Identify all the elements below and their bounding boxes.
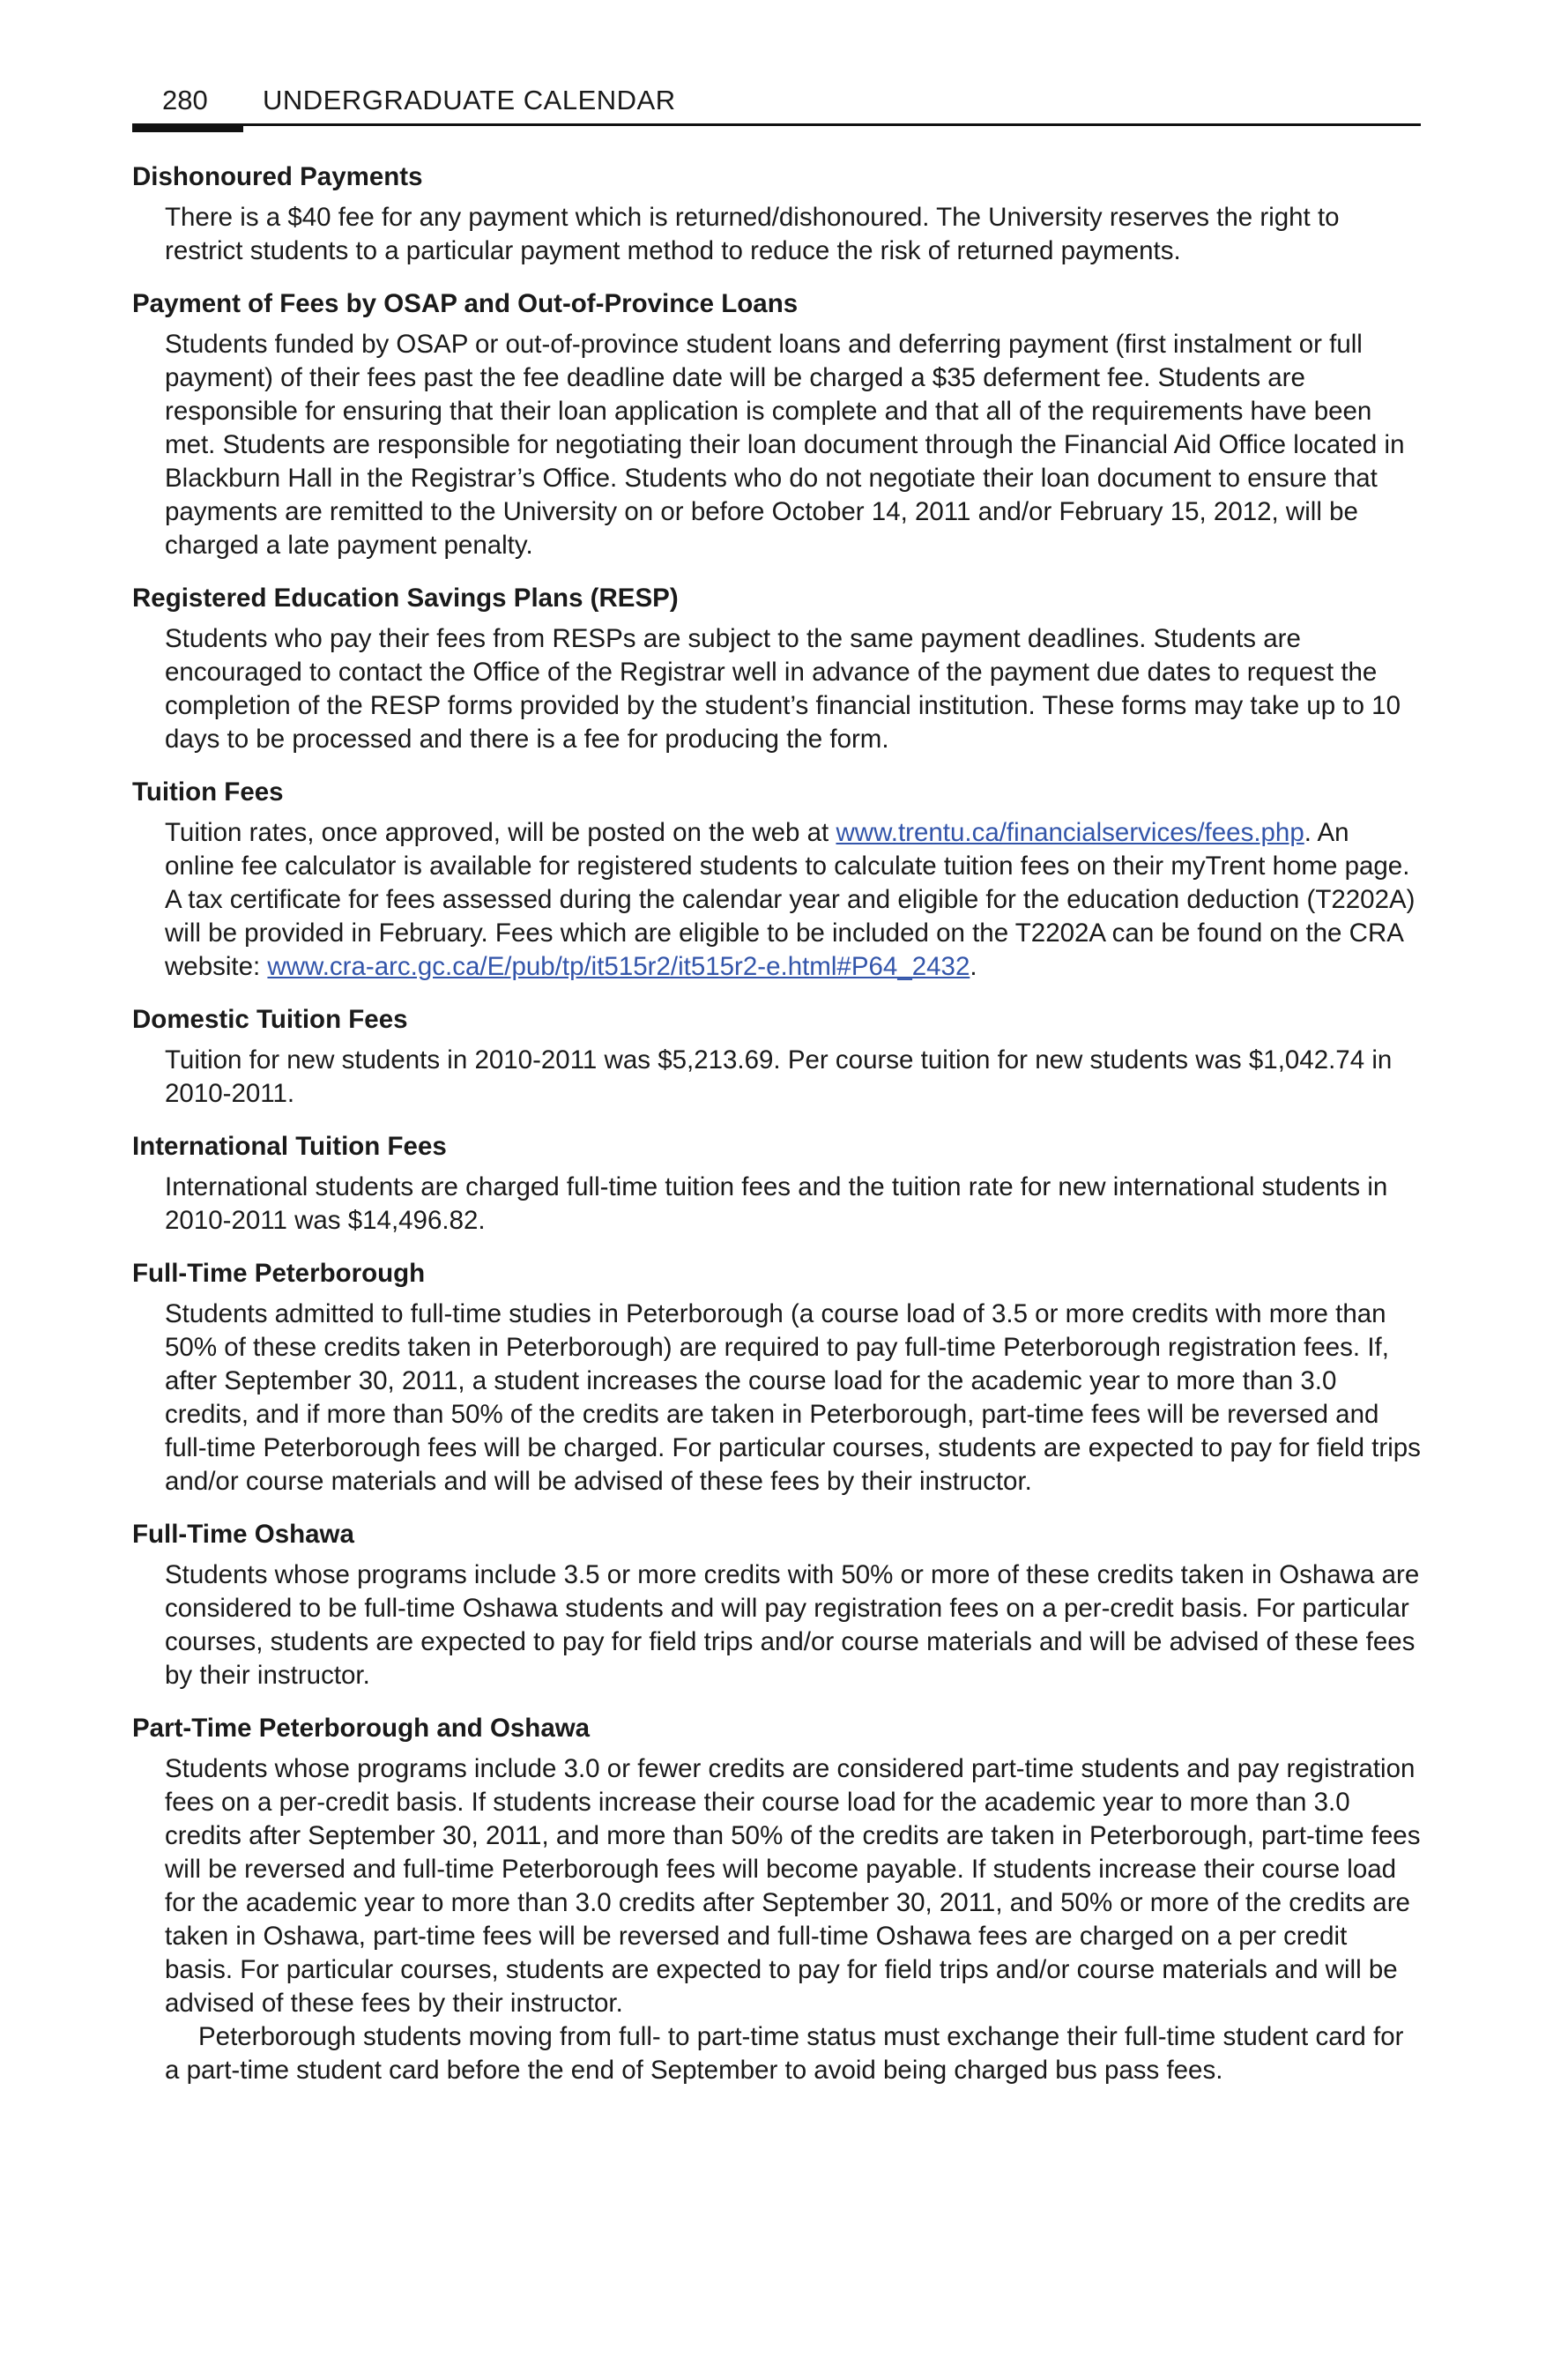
section-paragraph: Students whose programs include 3.0 or fewer credits are considered part-time students and pay registration fees on a per-credit basis. If students increase their course load for the academic year to more than 3.0 credits after September 30, 2011, and more than 50% of the credits are taken in Peterborough, part-time fees will be reversed and full-time Peterborough fees will become payable. If students increase their course load for the academic year to more than 3.0 credits after September 30, 2011, and 50% or more of the credits are taken in Oshawa, part-time fees will be reversed and full-time Oshawa fees are charged on a per credit basis. For particular courses, students are expected to pay for field trips and/or course materials and will be advised of these fees by their instructor. bbox=[165, 1754, 1421, 2018]
paragraph-text: . An online fee calculator is available for registered students to calculate tuition fees on their myTrent home page. A tax certificate for fees assessed during the calendar year and eligible for the education deduction (T2202A) will be provided in February. Fees which are eligible to be included on the T2202A can be found on the CRA website: bbox=[165, 818, 1416, 981]
header-tab-bar bbox=[132, 123, 243, 132]
section-paragraph: Students admitted to full-time studies in Peterborough (a course load of 3.5 or more credits with more than 50% of these credits taken in Peterborough) are required to pay full-time Peterborough registration fees. If, after September 30, 2011, a student increases the course load for the academic year to more than 3.0 credits, and if more than 50% of the credits are taken in Peterborough, part-time fees will be reversed and full-time Peterborough fees will be charged. For particular courses, students are expected to pay for field trips and/or course materials and will be advised of these fees by their instructor. bbox=[165, 1299, 1421, 1496]
section-dishonoured-payments bbox=[132, 160, 1421, 268]
running-head: UNDERGRADUATE CALENDAR bbox=[263, 85, 676, 115]
section-heading: Payment of Fees by OSAP and Out-of-Province Loans bbox=[132, 289, 799, 318]
section-heading: Domestic Tuition Fees bbox=[132, 1005, 408, 1034]
page-number: 280 bbox=[162, 85, 208, 115]
section-heading: International Tuition Fees bbox=[132, 1132, 447, 1161]
page-content bbox=[132, 160, 1421, 2107]
section-paragraph: There is a $40 fee for any payment which is returned/dishonoured. The University reserves the right to restrict students to a particular payment method to reduce the risk of returned payments. bbox=[165, 203, 1340, 265]
section-paragraph: Students who pay their fees from RESPs are subject to the same payment deadlines. Students are encouraged to contact the Office of the Registrar well in advance of the payment due dates to request the completion of the RESP forms provided by the student’s financial institution. These forms may take up to 10 days to be processed and there is a fee for producing the form. bbox=[165, 624, 1401, 754]
section-paragraph bbox=[165, 816, 1421, 984]
section-heading: Full-Time Peterborough bbox=[132, 1259, 426, 1288]
fees-page-link[interactable]: www.trentu.ca/financialservices/fees.php bbox=[836, 818, 1304, 847]
header-rule bbox=[132, 123, 1421, 126]
section-resp bbox=[132, 582, 1421, 756]
section-tuition-fees bbox=[132, 776, 1421, 984]
paragraph-text: . bbox=[970, 952, 977, 981]
section-international-tuition bbox=[132, 1130, 1421, 1238]
section-osap-loans bbox=[132, 287, 1421, 562]
cra-website-link[interactable]: www.cra-arc.gc.ca/E/pub/tp/it515r2/it515r2-e.html#P64_2432 bbox=[267, 952, 970, 981]
section-domestic-tuition bbox=[132, 1003, 1421, 1111]
section-paragraph: Students funded by OSAP or out-of-province student loans and deferring payment (first instalment or full payment) of their fees past the fee deadline date will be charged a $35 deferment fee. Students are responsible for ensuring that their loan application is complete and that all of the requirements have been met. Students are responsible for negotiating their loan document through the Financial Aid Office located in Blackburn Hall in the Registrar’s Office. Students who do not negotiate their loan document to ensure that payments are remitted to the University on or before October 14, 2011 and/or February 15, 2012, will be charged a late payment penalty. bbox=[165, 330, 1405, 560]
page-header bbox=[132, 81, 1421, 134]
section-heading: Dishonoured Payments bbox=[132, 162, 423, 191]
paragraph-text: Tuition rates, once approved, will be posted on the web at bbox=[165, 818, 836, 847]
section-heading: Tuition Fees bbox=[132, 777, 284, 807]
section-part-time bbox=[132, 1712, 1421, 2087]
section-heading: Part-Time Peterborough and Oshawa bbox=[132, 1714, 591, 1743]
section-full-time-peterborough bbox=[132, 1257, 1421, 1499]
section-full-time-oshawa bbox=[132, 1518, 1421, 1692]
section-heading: Full-Time Oshawa bbox=[132, 1520, 354, 1549]
section-paragraph: International students are charged full-time tuition fees and the tuition rate for new international students in 2010-2011 was $14,496.82. bbox=[165, 1172, 1388, 1235]
section-paragraph-continued: Peterborough students moving from full- to part-time status must exchange their full-time student card for a part-time student card before the end of September to avoid being charged bus pass fees. bbox=[165, 2022, 1404, 2085]
section-paragraph: Tuition for new students in 2010-2011 was $5,213.69. Per course tuition for new students was $1,042.74 in 2010-2011. bbox=[165, 1045, 1393, 1108]
section-paragraph: Students whose programs include 3.5 or more credits with 50% or more of these credits taken in Oshawa are considered to be full-time Oshawa students and will pay registration fees on a per-credit basis. For particular courses, students are expected to pay for field trips and/or course materials and will be advised of these fees by their instructor. bbox=[165, 1560, 1420, 1690]
section-heading: Registered Education Savings Plans (RESP) bbox=[132, 584, 679, 613]
